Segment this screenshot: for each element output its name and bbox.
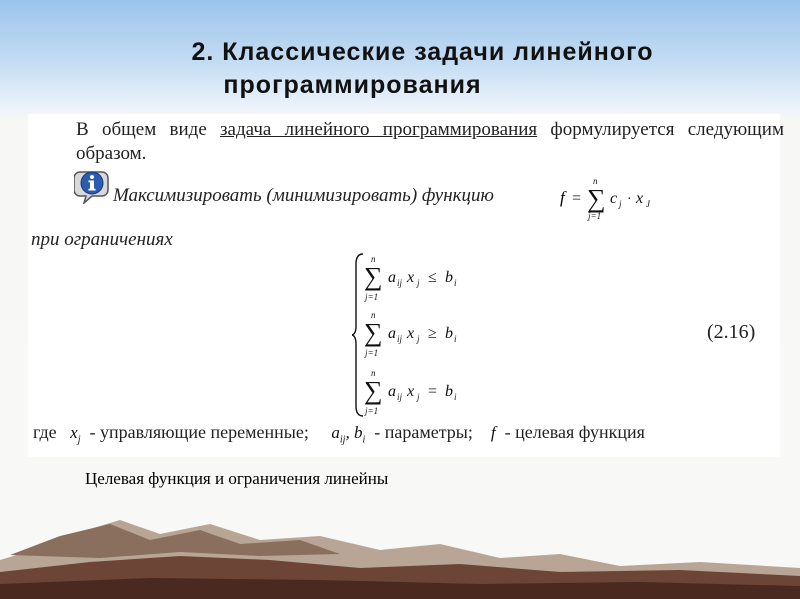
- where-params: $a_{ij}$, $b_i$: [331, 423, 366, 446]
- constraint-row-1: [364, 254, 457, 302]
- svg-text:i: i: [454, 278, 457, 288]
- svg-text:∑: ∑: [587, 184, 606, 213]
- linear-note: Целевая функция и ограничения линейны: [85, 469, 389, 488]
- svg-text:a: a: [388, 325, 396, 342]
- where-line: [33, 422, 778, 445]
- svg-text:b: b: [445, 325, 453, 342]
- svg-text:c: c: [610, 190, 618, 207]
- where-xj: $x_j$: [70, 423, 81, 446]
- svg-text:x: x: [636, 190, 644, 207]
- intro-end: формулируется следующим образом.: [76, 119, 785, 164]
- intro-term: задача линейного программирования: [220, 119, 538, 140]
- where-params-desc: - параметры;: [374, 422, 473, 442]
- where-f-desc: - целевая функция: [504, 422, 645, 442]
- svg-text:ij: ij: [397, 334, 403, 344]
- svg-text:ij: ij: [397, 392, 403, 402]
- svg-text:n: n: [593, 176, 598, 186]
- slide-title: [0, 36, 800, 102]
- intro-start: В общем виде: [76, 119, 221, 140]
- equation-number: (2.16): [707, 321, 756, 343]
- svg-text:∑: ∑: [364, 262, 383, 291]
- constraint-row-2: [364, 310, 457, 358]
- svg-text:a: a: [388, 383, 396, 400]
- svg-text:j=1: j=1: [365, 292, 379, 302]
- objective-text: Максимизировать (минимизировать) функцию: [113, 185, 494, 206]
- info-icon: [74, 168, 112, 204]
- svg-text:x: x: [407, 269, 415, 286]
- svg-text:i: i: [454, 334, 457, 344]
- where-xj-desc: - управляющие переменные;: [89, 422, 309, 442]
- svg-text:≤: ≤: [428, 269, 437, 286]
- svg-text:b: b: [445, 269, 453, 286]
- svg-text:j: j: [417, 334, 420, 344]
- svg-text:·: ·: [627, 192, 632, 207]
- svg-text:j=1: j=1: [365, 406, 379, 416]
- where-f: f: [490, 423, 496, 442]
- svg-text:i: i: [454, 392, 457, 402]
- svg-text:j: j: [619, 199, 622, 209]
- svg-text:J: J: [646, 199, 650, 209]
- svg-text:≥: ≥: [428, 325, 437, 342]
- svg-text:∑: ∑: [364, 318, 383, 347]
- intro-paragraph: [76, 118, 784, 166]
- svg-text:n: n: [371, 310, 376, 320]
- constraints-label: при ограничениях: [31, 229, 173, 250]
- title-line-1: 2. Классические задачи линейного: [191, 38, 654, 66]
- svg-text:=: =: [428, 383, 438, 400]
- svg-text:f: f: [560, 188, 565, 207]
- svg-text:∑: ∑: [364, 376, 383, 405]
- constraint-row-3: [364, 368, 457, 416]
- svg-text:=: =: [572, 190, 582, 207]
- title-line-2: программирования: [223, 71, 482, 99]
- constraints-system: [352, 250, 482, 420]
- objective-formula: [558, 176, 668, 222]
- svg-text:a: a: [388, 269, 396, 286]
- svg-text:x: x: [407, 383, 415, 400]
- svg-text:b: b: [445, 383, 453, 400]
- svg-text:j=1: j=1: [588, 211, 602, 221]
- svg-text:n: n: [371, 254, 376, 264]
- desert-landscape-decoration: [0, 510, 800, 599]
- svg-text:j: j: [417, 392, 420, 402]
- svg-text:j: j: [417, 278, 420, 288]
- svg-text:n: n: [371, 368, 376, 378]
- svg-text:x: x: [407, 325, 415, 342]
- svg-text:j=1: j=1: [365, 348, 379, 358]
- svg-text:ij: ij: [397, 278, 403, 288]
- where-prefix: где: [33, 422, 57, 442]
